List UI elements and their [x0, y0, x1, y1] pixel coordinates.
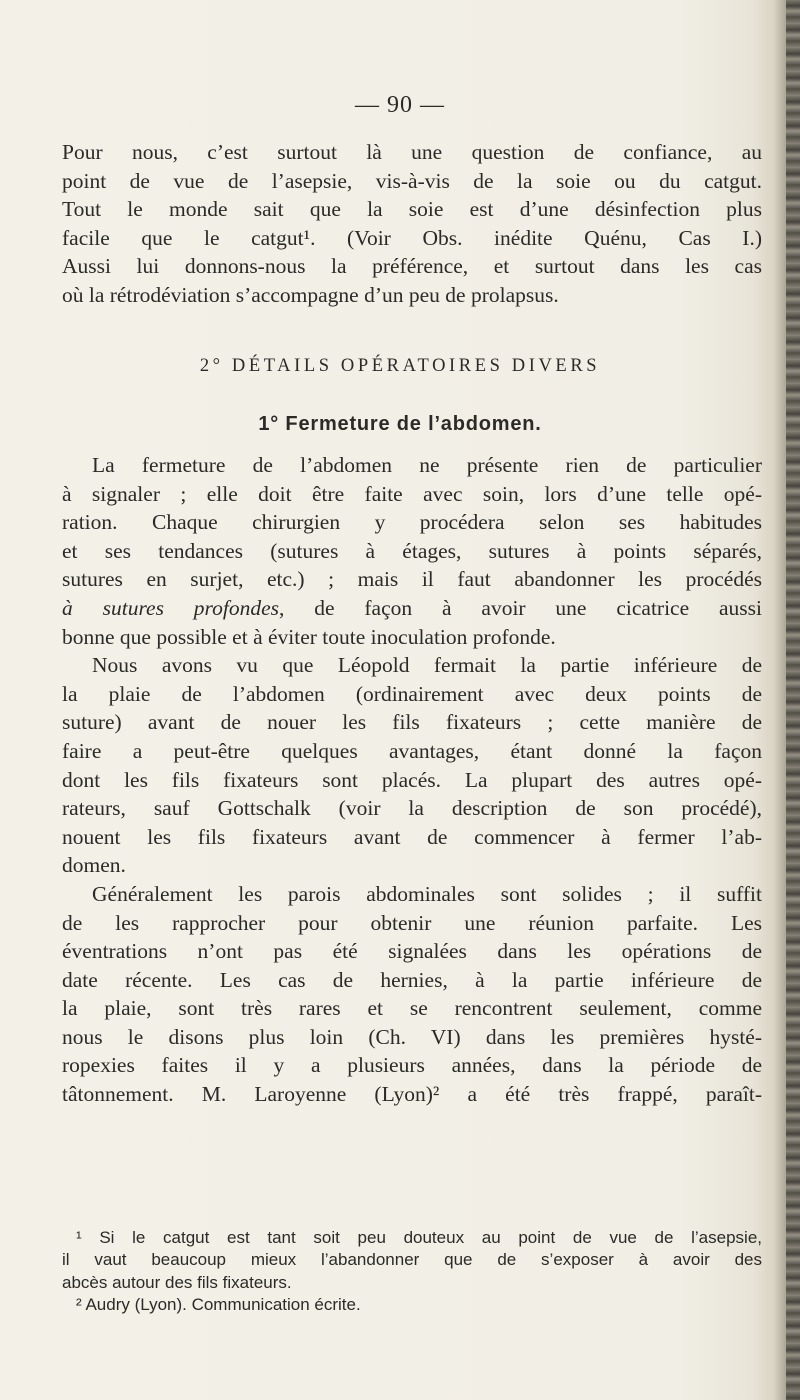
- section-heading: 2° DÉTAILS OPÉRATOIRES DIVERS: [199, 356, 601, 376]
- text-line: et ses tendances (sutures à étages, sutures à points séparés,: [62, 538, 762, 563]
- footnote-line: abcès autour des fils fixateurs.: [62, 1272, 292, 1292]
- paragraph-1: [62, 138, 762, 310]
- text-line: Pour nous, c’est surtout là une question de confiance, au: [62, 140, 762, 164]
- text-line: La fermeture de l’abdomen ne présente rien de particulier: [92, 453, 762, 477]
- text-line: date récente. Les cas de hernies, à la partie inférieure de: [62, 967, 762, 992]
- text-line: point de vue de l’asepsie, vis-à-vis de la soie ou du catgut.: [62, 168, 762, 193]
- text-line: sutures en surjet, etc.) ; mais il faut abandonner les procédés: [62, 567, 762, 592]
- text-line: nous le disons plus loin (Ch. VI) dans les premières hysté-: [62, 1024, 762, 1049]
- text-line: la plaie, sont très rares et se rencontrent seulement, comme: [62, 996, 762, 1021]
- text-line: de les rapprocher pour obtenir une réunion parfaite. Les: [62, 910, 762, 935]
- footnote-line: il vaut beaucoup mieux l’abandonner que de s’exposer à avoir des: [62, 1250, 762, 1270]
- text-line: éventrations n’ont pas été signalées dans les opérations de: [62, 939, 762, 964]
- text-line: tâtonnement. M. Laroyenne (Lyon)² a été très frappé, paraît-: [62, 1082, 762, 1107]
- text-line: Nous avons vu que Léopold fermait la partie inférieure de: [92, 653, 762, 678]
- text-line: la plaie de l’abdomen (ordinairement avec deux points de: [62, 681, 762, 706]
- text-line: dont les fils fixateurs sont placés. La plupart des autres opé-: [62, 767, 762, 792]
- footnote-line: ¹ Si le catgut est tant soit peu douteux au point de vue de l’asepsie,: [76, 1228, 762, 1247]
- footnotes: [62, 1227, 762, 1316]
- text-line: Aussi lui donnons-nous la préférence, et surtout dans les cas: [62, 254, 762, 279]
- text-line: ration. Chaque chirurgien y procédera selon ses habitudes: [62, 510, 762, 535]
- text-line: où la rétrodéviation s’accompagne d’un peu de prolapsus.: [62, 282, 559, 307]
- book-edge: [786, 0, 800, 1400]
- text-line: bonne que possible et à éviter toute inoculation profonde.: [62, 624, 556, 649]
- text-line: faire a peut-être quelques avantages, étant donné la façon: [62, 738, 762, 763]
- text-line: ropexies faites il y a plusieurs années, dans la période de: [62, 1053, 762, 1078]
- text-line: à signaler ; elle doit être faite avec soin, lors d’une telle opé-: [62, 481, 762, 506]
- text-line: Tout le monde sait que la soie est d’une désinfection plus: [62, 197, 762, 222]
- text-line: rateurs, sauf Gottschalk (voir la description de son procédé),: [62, 796, 762, 821]
- text-line italic-line: à sutures profondes, de façon à avoir une cicatrice aussi: [62, 595, 762, 620]
- text-line: facile que le catgut¹. (Voir Obs. inédite Quénu, Cas I.): [62, 225, 762, 250]
- paragraph-2: [62, 451, 762, 1109]
- page-number: — 90 —: [355, 92, 445, 118]
- text-line: nouent les fils fixateurs avant de commencer à fermer l’ab-: [62, 824, 762, 849]
- footnote-line: ² Audry (Lyon). Communication écrite.: [76, 1294, 361, 1314]
- page-edge-shadow: [774, 0, 786, 1400]
- text-line: Généralement les parois abdominales sont solides ; il suffit: [92, 881, 762, 906]
- text-line: domen.: [62, 853, 126, 878]
- text-line: suture) avant de nouer les fils fixateurs ; cette manière de: [62, 710, 762, 735]
- subsection-heading: 1° Fermeture de l’abdomen.: [258, 413, 542, 435]
- italic-phrase: à sutures profondes: [62, 595, 279, 620]
